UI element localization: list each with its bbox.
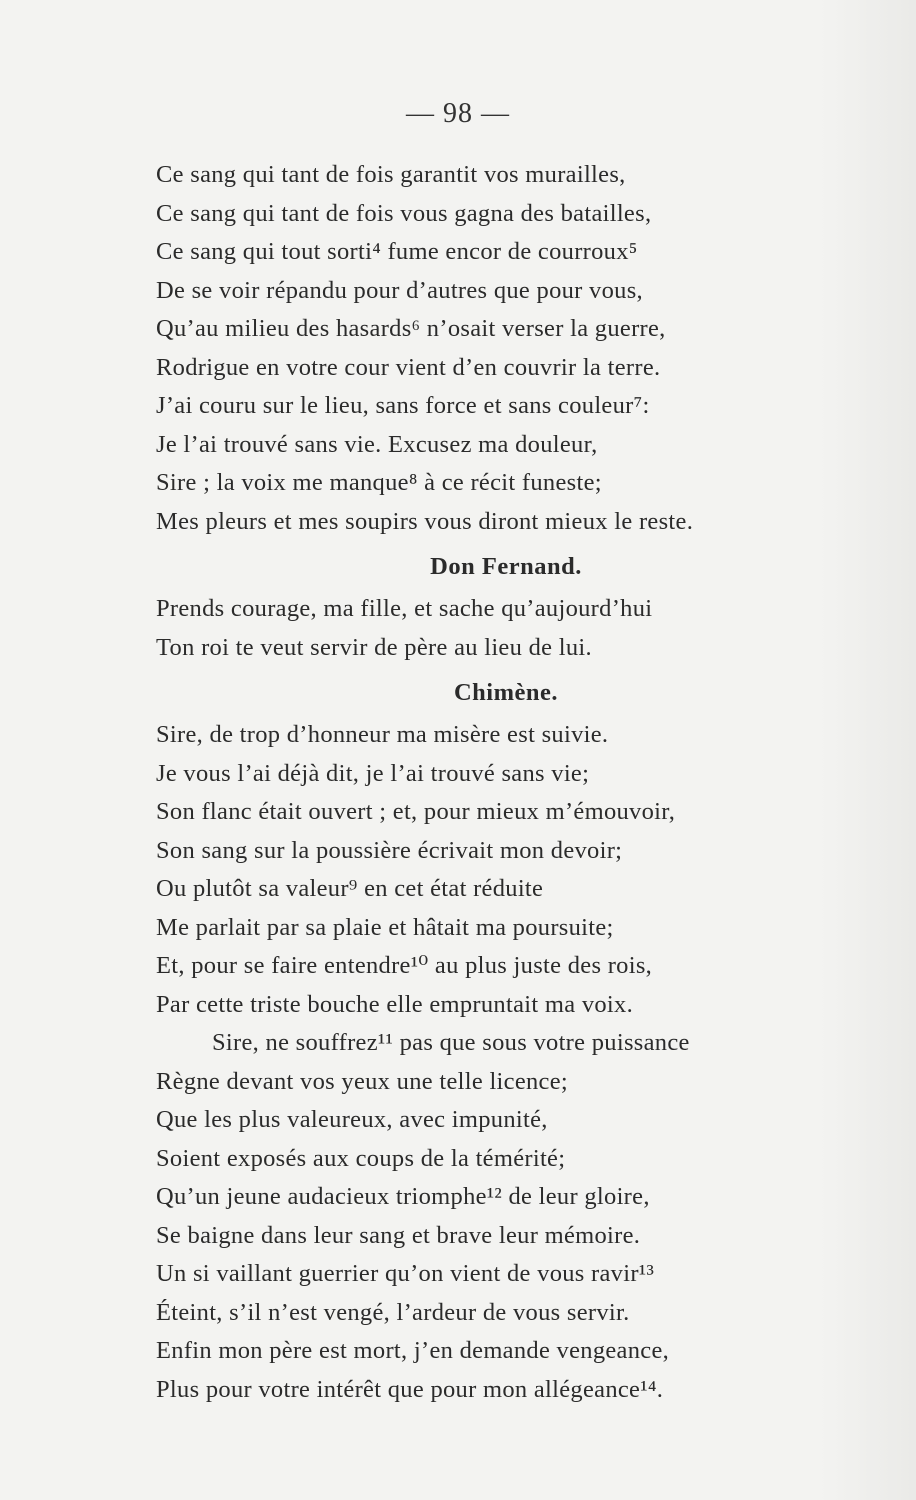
verse-line: Qu’un jeune audacieux triomphe¹² de leur gloire, — [156, 1183, 650, 1210]
verse-line: Et, pour se faire entendre¹⁰ au plus juste des rois, — [156, 952, 653, 979]
verse-line: J’ai couru sur le lieu, sans force et sans couleur⁷: — [156, 392, 650, 419]
verse-line: Ou plutôt sa valeur⁹ en cet état réduite — [156, 875, 544, 902]
verse-line: Me parlait par sa plaie et hâtait ma poursuite; — [156, 913, 614, 941]
verse-line: Règne devant vos yeux une telle licence; — [156, 1067, 569, 1095]
verse-line: Je vous l’ai déjà dit, je l’ai trouvé sans vie; — [156, 759, 590, 787]
verse-block-1 — [156, 156, 856, 541]
verse-line: Ce sang qui tant de fois vous gagna des batailles, — [156, 199, 652, 227]
verse-block-2 — [156, 590, 856, 667]
verse-line: Sire, ne souffrez¹¹ pas que sous votre puissance — [212, 1029, 690, 1056]
verse-line: Se baigne dans leur sang et brave leur mémoire. — [156, 1221, 641, 1249]
verse-line: Que les plus valeureux, avec impunité, — [156, 1106, 548, 1133]
verse-line: Prends courage, ma fille, et sache qu’aujourd’hui — [156, 595, 653, 622]
verse-line: Sire, de trop d’honneur ma misère est suivie. — [156, 721, 609, 748]
page-number: — 98 — — [406, 98, 510, 129]
verse-line: Qu’au milieu des hasards⁶ n’osait verser la guerre, — [156, 315, 666, 342]
verse-line: Mes pleurs et mes soupirs vous diront mieux le reste. — [156, 507, 694, 535]
verse-line: Enfin mon père est mort, j’en demande vengeance, — [156, 1337, 670, 1364]
verse-line: Ce sang qui tout sorti⁴ fume encor de courroux⁵ — [156, 238, 638, 265]
verse-block-3 — [156, 716, 856, 1409]
verse-line: Sire ; la voix me manque⁸ à ce récit funeste; — [156, 469, 602, 496]
verse-line: Son sang sur la poussière écrivait mon devoir; — [156, 836, 623, 864]
verse-line: Par cette triste bouche elle empruntait ma voix. — [156, 990, 634, 1018]
verse-line: Un si vaillant guerrier qu’on vient de vous ravir¹³ — [156, 1260, 655, 1287]
speaker-name-don-fernand: Don Fernand. — [430, 553, 582, 580]
verse-line: De se voir répandu pour d’autres que pour vous, — [156, 276, 643, 304]
speaker-name-chimene: Chimène. — [453, 679, 559, 706]
verse-line: Soient exposés aux coups de la témérité; — [156, 1144, 566, 1172]
verse-line: Je l’ai trouvé sans vie. Excusez ma douleur, — [156, 430, 598, 458]
verse-line: Son flanc était ouvert ; et, pour mieux m’émouvoir, — [156, 798, 676, 825]
verse-line: Ton roi te veut servir de père au lieu de lui. — [156, 633, 592, 661]
verse-line: Éteint, s’il n’est vengé, l’ardeur de vous servir. — [156, 1298, 630, 1326]
verse-line: Plus pour votre intérêt que pour mon allégeance¹⁴. — [156, 1375, 664, 1403]
verse-line: Ce sang qui tant de fois garantit vos murailles, — [156, 161, 626, 188]
verse-line: Rodrigue en votre cour vient d’en couvrir la terre. — [156, 353, 661, 381]
